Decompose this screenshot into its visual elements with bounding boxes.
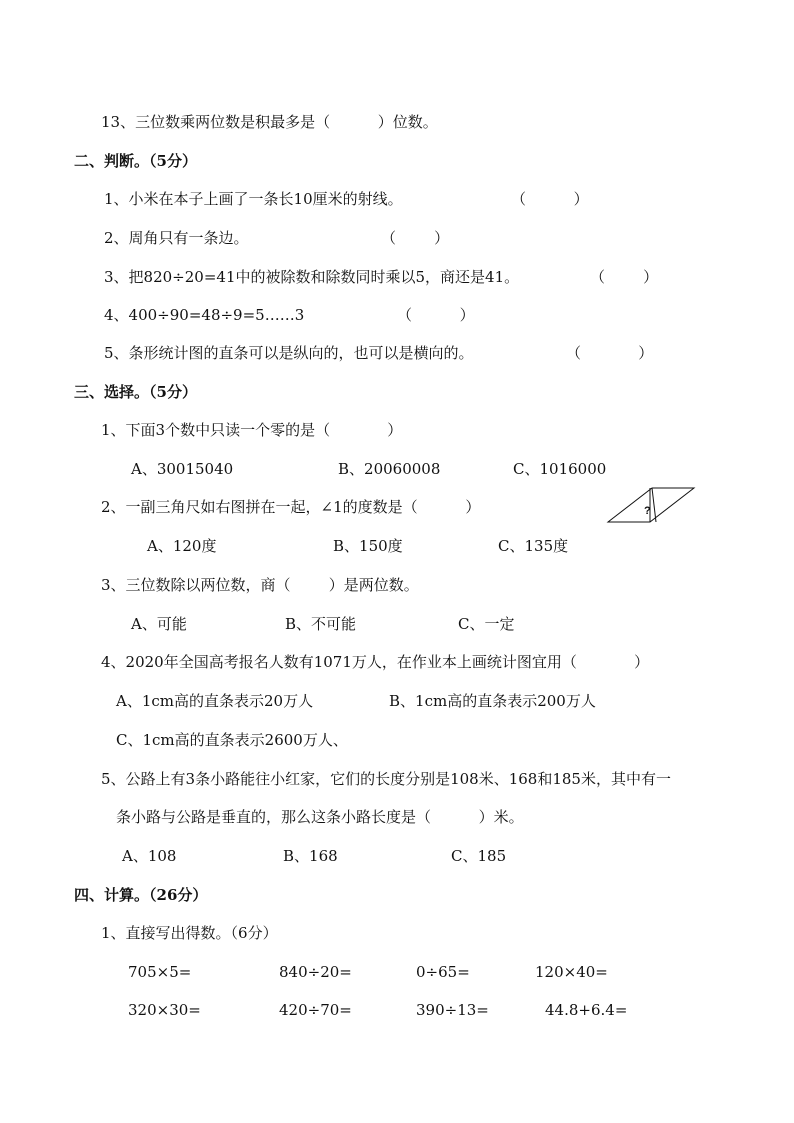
- calc-row2-2: 420÷70=: [279, 1001, 352, 1019]
- choice-q4-option-c: C、1cm高的直条表示2600万人、: [116, 731, 348, 749]
- choice-q3-option-b: B、不可能: [285, 615, 357, 633]
- choice-q5-option-b: B、168: [283, 847, 338, 865]
- choice-q5-line-1: 5、公路上有3条小路能往小红家，它们的长度分别是108米、168和185米，其中有一: [101, 770, 671, 788]
- judge-paren-4: （ ）: [397, 306, 475, 324]
- section-2-title: 二、判断。（5分）: [74, 152, 197, 170]
- calc-row1-3: 0÷65=: [416, 963, 470, 981]
- calc-row1-4: 120×40=: [535, 963, 608, 981]
- calc-row2-4: 44.8+6.4=: [545, 1001, 628, 1019]
- judge-item-2: 2、周角只有一条边。: [104, 229, 249, 247]
- calc-sub-1: 1、直接写出得数。（6分）: [101, 924, 278, 942]
- triangle-ruler-figure: [604, 484, 696, 526]
- choice-q3-option-c: C、一定: [458, 615, 515, 633]
- choice-q3: 3、三位数除以两位数，商（ ）是两位数。: [101, 576, 419, 594]
- choice-q1-option-b: B、20060008: [338, 460, 441, 478]
- question-13: 13、三位数乘两位数是积最多是（ ）位数。: [101, 113, 438, 131]
- choice-q1-option-c: C、1016000: [513, 460, 607, 478]
- section-4-title: 四、计算。（26分）: [74, 886, 208, 904]
- choice-q1: 1、下面3个数中只读一个零的是（ ）: [101, 421, 403, 439]
- calc-row1-1: 705×5=: [128, 963, 192, 981]
- choice-q2-option-c: C、135度: [498, 537, 569, 555]
- choice-q4-option-a: A、1cm高的直条表示20万人: [116, 692, 314, 710]
- choice-q5-option-c: C、185: [451, 847, 507, 865]
- judge-paren-5: （ ）: [566, 344, 654, 362]
- choice-q1-option-a: A、30015040: [131, 460, 234, 478]
- choice-q2: 2、一副三角尺如右图拼在一起，∠1的度数是（ ）: [101, 498, 481, 516]
- choice-q4-option-b: B、1cm高的直条表示200万人: [389, 692, 596, 710]
- judge-paren-3: （ ）: [590, 268, 659, 286]
- judge-item-1: 1、小米在本子上画了一条长10厘米的射线。: [104, 190, 403, 208]
- calc-row2-3: 390÷13=: [416, 1001, 489, 1019]
- judge-item-5: 5、条形统计图的直条可以是纵向的，也可以是横向的。: [104, 344, 474, 362]
- choice-q5-line-2: 条小路与公路是垂直的，那么这条小路长度是（ ）米。: [116, 808, 524, 826]
- calc-row1-2: 840÷20=: [279, 963, 352, 981]
- choice-q2-option-a: A、120度: [147, 537, 217, 555]
- calc-row2-1: 320×30=: [128, 1001, 201, 1019]
- section-3-title: 三、选择。（5分）: [74, 383, 197, 401]
- judge-paren-2: （ ）: [381, 229, 450, 247]
- choice-q2-option-b: B、150度: [333, 537, 403, 555]
- judge-item-3: 3、把820÷20=41中的被除数和除数同时乘以5，商还是41。: [104, 268, 520, 286]
- choice-q5-option-a: A、108: [122, 847, 177, 865]
- figure-angle-label: ?: [644, 505, 651, 517]
- judge-item-4: 4、400÷90=48÷9=5……3: [104, 306, 305, 324]
- choice-q4: 4、2020年全国高考报名人数有1071万人，在作业本上画统计图宜用（ ）: [101, 653, 650, 671]
- choice-q3-option-a: A、可能: [131, 615, 187, 633]
- judge-paren-1: （ ）: [511, 190, 589, 208]
